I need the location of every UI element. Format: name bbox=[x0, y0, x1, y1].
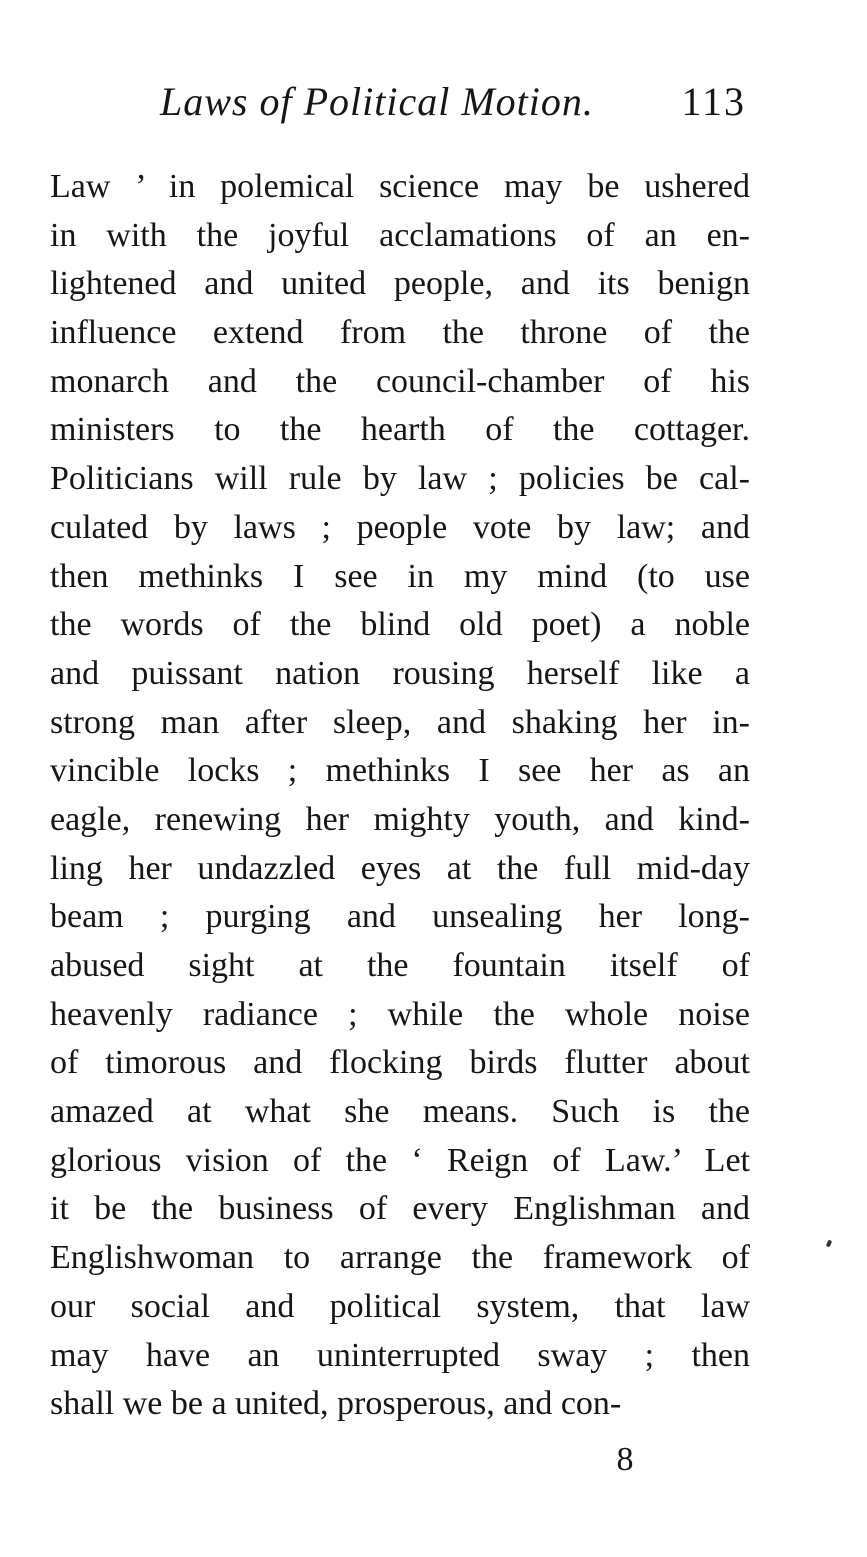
text-line: Law ’ in polemical science may be ushered bbox=[50, 168, 750, 205]
running-head bbox=[160, 72, 750, 132]
text-line: then methinks I see in my mind (to use bbox=[50, 557, 750, 595]
text-line: abused sight at the fountain itself of bbox=[50, 947, 750, 984]
ink-speck bbox=[826, 1239, 833, 1247]
text-line: ministers to the hearth of the cottager. bbox=[50, 411, 750, 449]
text-line: monarch and the council-chamber of his bbox=[50, 362, 750, 400]
text-line: amazed at what she means. Such is the bbox=[50, 1093, 750, 1131]
text-line: influence extend from the throne of the bbox=[50, 314, 750, 352]
text-line: and puissant nation rousing herself like a bbox=[50, 654, 750, 692]
text-line: culated by laws ; people vote by law; and bbox=[50, 508, 750, 546]
running-head-title: Laws of Political Motion. bbox=[160, 79, 594, 124]
text-line: ling her undazzled eyes at the full mid-day bbox=[50, 849, 750, 887]
text-line: of timorous and flocking birds flutter about bbox=[50, 1044, 750, 1082]
text-line: Politicians will rule by law ; policies be cal- bbox=[50, 460, 750, 498]
page-number: 113 bbox=[681, 79, 746, 124]
text-line: lightened and united people, and its benign bbox=[50, 265, 750, 303]
text-line: in with the joyful acclamations of an en- bbox=[50, 216, 750, 254]
text-line: eagle, renewing her mighty youth, and kind- bbox=[50, 800, 750, 838]
text-line: beam ; purging and unsealing her long- bbox=[50, 898, 750, 936]
text-line: vincible locks ; methinks I see her as an bbox=[50, 752, 750, 790]
text-line: may have an uninterrupted sway ; then bbox=[50, 1336, 750, 1374]
text-line: our social and political system, that law bbox=[50, 1287, 750, 1325]
text-line: glorious vision of the ‘ Reign of Law.’ Let bbox=[50, 1141, 750, 1179]
text-line: the words of the blind old poet) a noble bbox=[50, 606, 750, 644]
text-line: shall we be a united, prosperous, and con- bbox=[50, 1385, 622, 1423]
text-line: strong man after sleep, and shaking her in- bbox=[50, 703, 750, 741]
signature-mark: 8 bbox=[616, 1441, 634, 1478]
text-line: heavenly radiance ; while the whole noise bbox=[50, 995, 750, 1033]
text-line: it be the business of every Englishman and bbox=[50, 1190, 750, 1228]
body-text bbox=[50, 163, 750, 1429]
text-line: Englishwoman to arrange the framework of bbox=[50, 1239, 750, 1277]
